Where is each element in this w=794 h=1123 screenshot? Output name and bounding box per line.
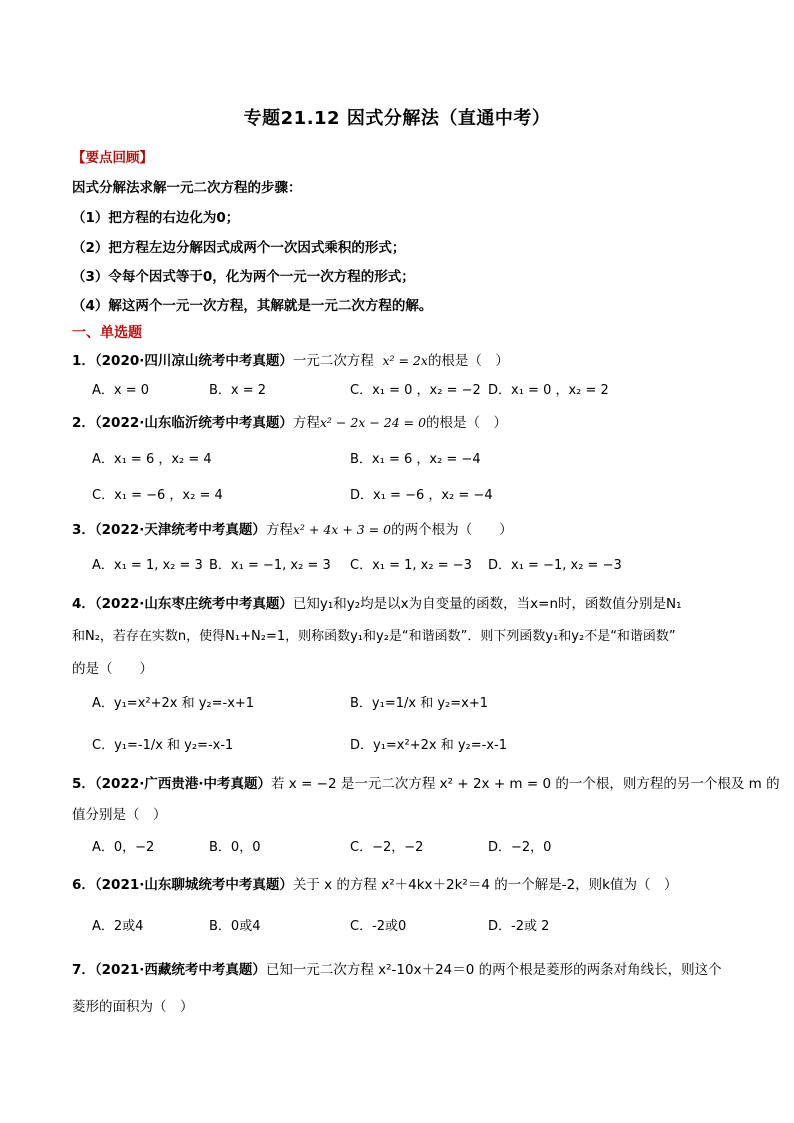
question-number: 3． <box>72 522 95 538</box>
question-number: 5． <box>72 776 95 792</box>
question-text: 关于 x 的方程 x²＋4kx＋2k²＝4 的一个解是-2，则k值为（ ） <box>292 877 678 893</box>
question-source: （2022·天津统考中考真题） <box>94 522 266 538</box>
question-text: 一元二次方程 <box>292 353 374 369</box>
question-source: （2022·山东枣庄统考中考真题） <box>94 596 293 612</box>
question-4-line3: 的是（ ） <box>72 661 153 677</box>
option-a[interactable]: A．x₁ = 6 ，x₂ = 4 <box>92 452 212 467</box>
question-1 <box>72 351 509 371</box>
question-text: 若 x = −2 是一元二次方程 x² + 2x + m = 0 的一个根，则方程的另一个根及 m 的 <box>271 776 780 792</box>
option-b[interactable]: B．x = 2 <box>209 383 267 398</box>
question-source: （2022·广西贵港·中考真题） <box>94 776 271 792</box>
key-points-heading: 【要点回顾】 <box>72 150 153 166</box>
option-a[interactable]: A．y₁=x²+2x 和 y₂=-x+1 <box>92 696 255 711</box>
question-number: 4． <box>72 596 95 612</box>
option-d[interactable]: D．y₁=x²+2x 和 y₂=-x-1 <box>350 738 507 753</box>
option-c[interactable]: C．x₁ = 0 ，x₂ = −2 <box>350 383 481 398</box>
question-5 <box>72 774 780 794</box>
option-d[interactable]: D．x₁ = −6 ，x₂ = −4 <box>350 488 493 503</box>
question-text: 已知一元二次方程 x²-10x＋24＝0 的两个根是菱形的两条对角线长，则这个 <box>265 962 722 978</box>
option-c[interactable]: C．−2，−2 <box>350 840 424 855</box>
equation: x² − 2x − 24 = 0 <box>319 415 427 430</box>
question-text: 的两个根为（ ） <box>391 522 513 538</box>
option-d[interactable]: D．-2或 2 <box>488 919 550 934</box>
question-text: 方程 <box>292 415 320 431</box>
question-text: 已知y₁和y₂均是以x为自变量的函数，当x=n时，函数值分别是N₁ <box>292 596 682 612</box>
option-d[interactable]: D．x₁ = 0 ，x₂ = 2 <box>488 383 609 398</box>
question-number: 1． <box>72 353 95 369</box>
question-text: 的根是（ ） <box>427 353 509 369</box>
option-b[interactable]: B．y₁=1/x 和 y₂=x+1 <box>350 696 488 711</box>
step-2: （2）把方程左边分解因式成两个一次因式乘积的形式； <box>72 240 406 256</box>
option-c[interactable]: C．x₁ = 1, x₂ = −3 <box>350 558 472 573</box>
option-b[interactable]: B．x₁ = −1, x₂ = 3 <box>209 558 331 573</box>
option-d[interactable]: D．−2，0 <box>488 840 552 855</box>
option-b[interactable]: B．x₁ = 6 ，x₂ = −4 <box>350 452 481 467</box>
question-3 <box>72 520 513 540</box>
option-b[interactable]: B．0或4 <box>209 919 261 934</box>
option-a[interactable]: A．0，−2 <box>92 840 155 855</box>
question-6 <box>72 875 678 895</box>
question-7 <box>72 960 722 980</box>
equation: x² = 2x <box>382 353 428 368</box>
step-3: （3）令每个因式等于0，化为两个一元一次方程的形式； <box>72 269 415 285</box>
question-text: 方程 <box>265 522 293 538</box>
question-4 <box>72 594 682 614</box>
question-number: 6． <box>72 877 95 893</box>
question-source: （2022·山东临沂统考中考真题） <box>94 415 293 431</box>
step-1: （1）把方程的右边化为0； <box>72 210 240 226</box>
question-4-line2: 和N₂，若存在实数n，使得N₁+N₂=1，则称函数y₁和y₂是“和谐函数”．则下列函数y₁和y₂不是“和谐函数” <box>72 629 676 644</box>
option-c[interactable]: C．y₁=-1/x 和 y₂=-x-1 <box>92 738 234 753</box>
question-source: （2021·西藏统考中考真题） <box>94 962 266 978</box>
question-7-line2: 菱形的面积为（ ） <box>72 999 194 1015</box>
option-a[interactable]: A．x₁ = 1, x₂ = 3 <box>92 558 203 573</box>
question-2 <box>72 413 507 433</box>
option-d[interactable]: D．x₁ = −1, x₂ = −3 <box>488 558 622 573</box>
step-4: （4）解这两个一元一次方程，其解就是一元二次方程的解。 <box>72 298 433 314</box>
question-text: 的根是（ ） <box>426 415 508 431</box>
option-c[interactable]: C．-2或0 <box>350 919 407 934</box>
option-a[interactable]: A．x = 0 <box>92 383 150 398</box>
section-heading: 一、单选题 <box>72 325 142 341</box>
option-b[interactable]: B．0，0 <box>209 840 261 855</box>
question-source: （2021·山东聊城统考中考真题） <box>94 877 293 893</box>
question-number: 2． <box>72 415 95 431</box>
page-title: 专题21.12 因式分解法（直通中考） <box>243 108 551 129</box>
question-number: 7． <box>72 962 95 978</box>
option-c[interactable]: C．x₁ = −6 ，x₂ = 4 <box>92 488 223 503</box>
question-source: （2020·四川凉山统考中考真题） <box>94 353 293 369</box>
question-5-line2: 值分别是（ ） <box>72 807 167 823</box>
equation: x² + 4x + 3 = 0 <box>292 522 392 537</box>
key-points-intro: 因式分解法求解一元二次方程的步骤： <box>72 180 302 196</box>
option-a[interactable]: A．2或4 <box>92 919 144 934</box>
